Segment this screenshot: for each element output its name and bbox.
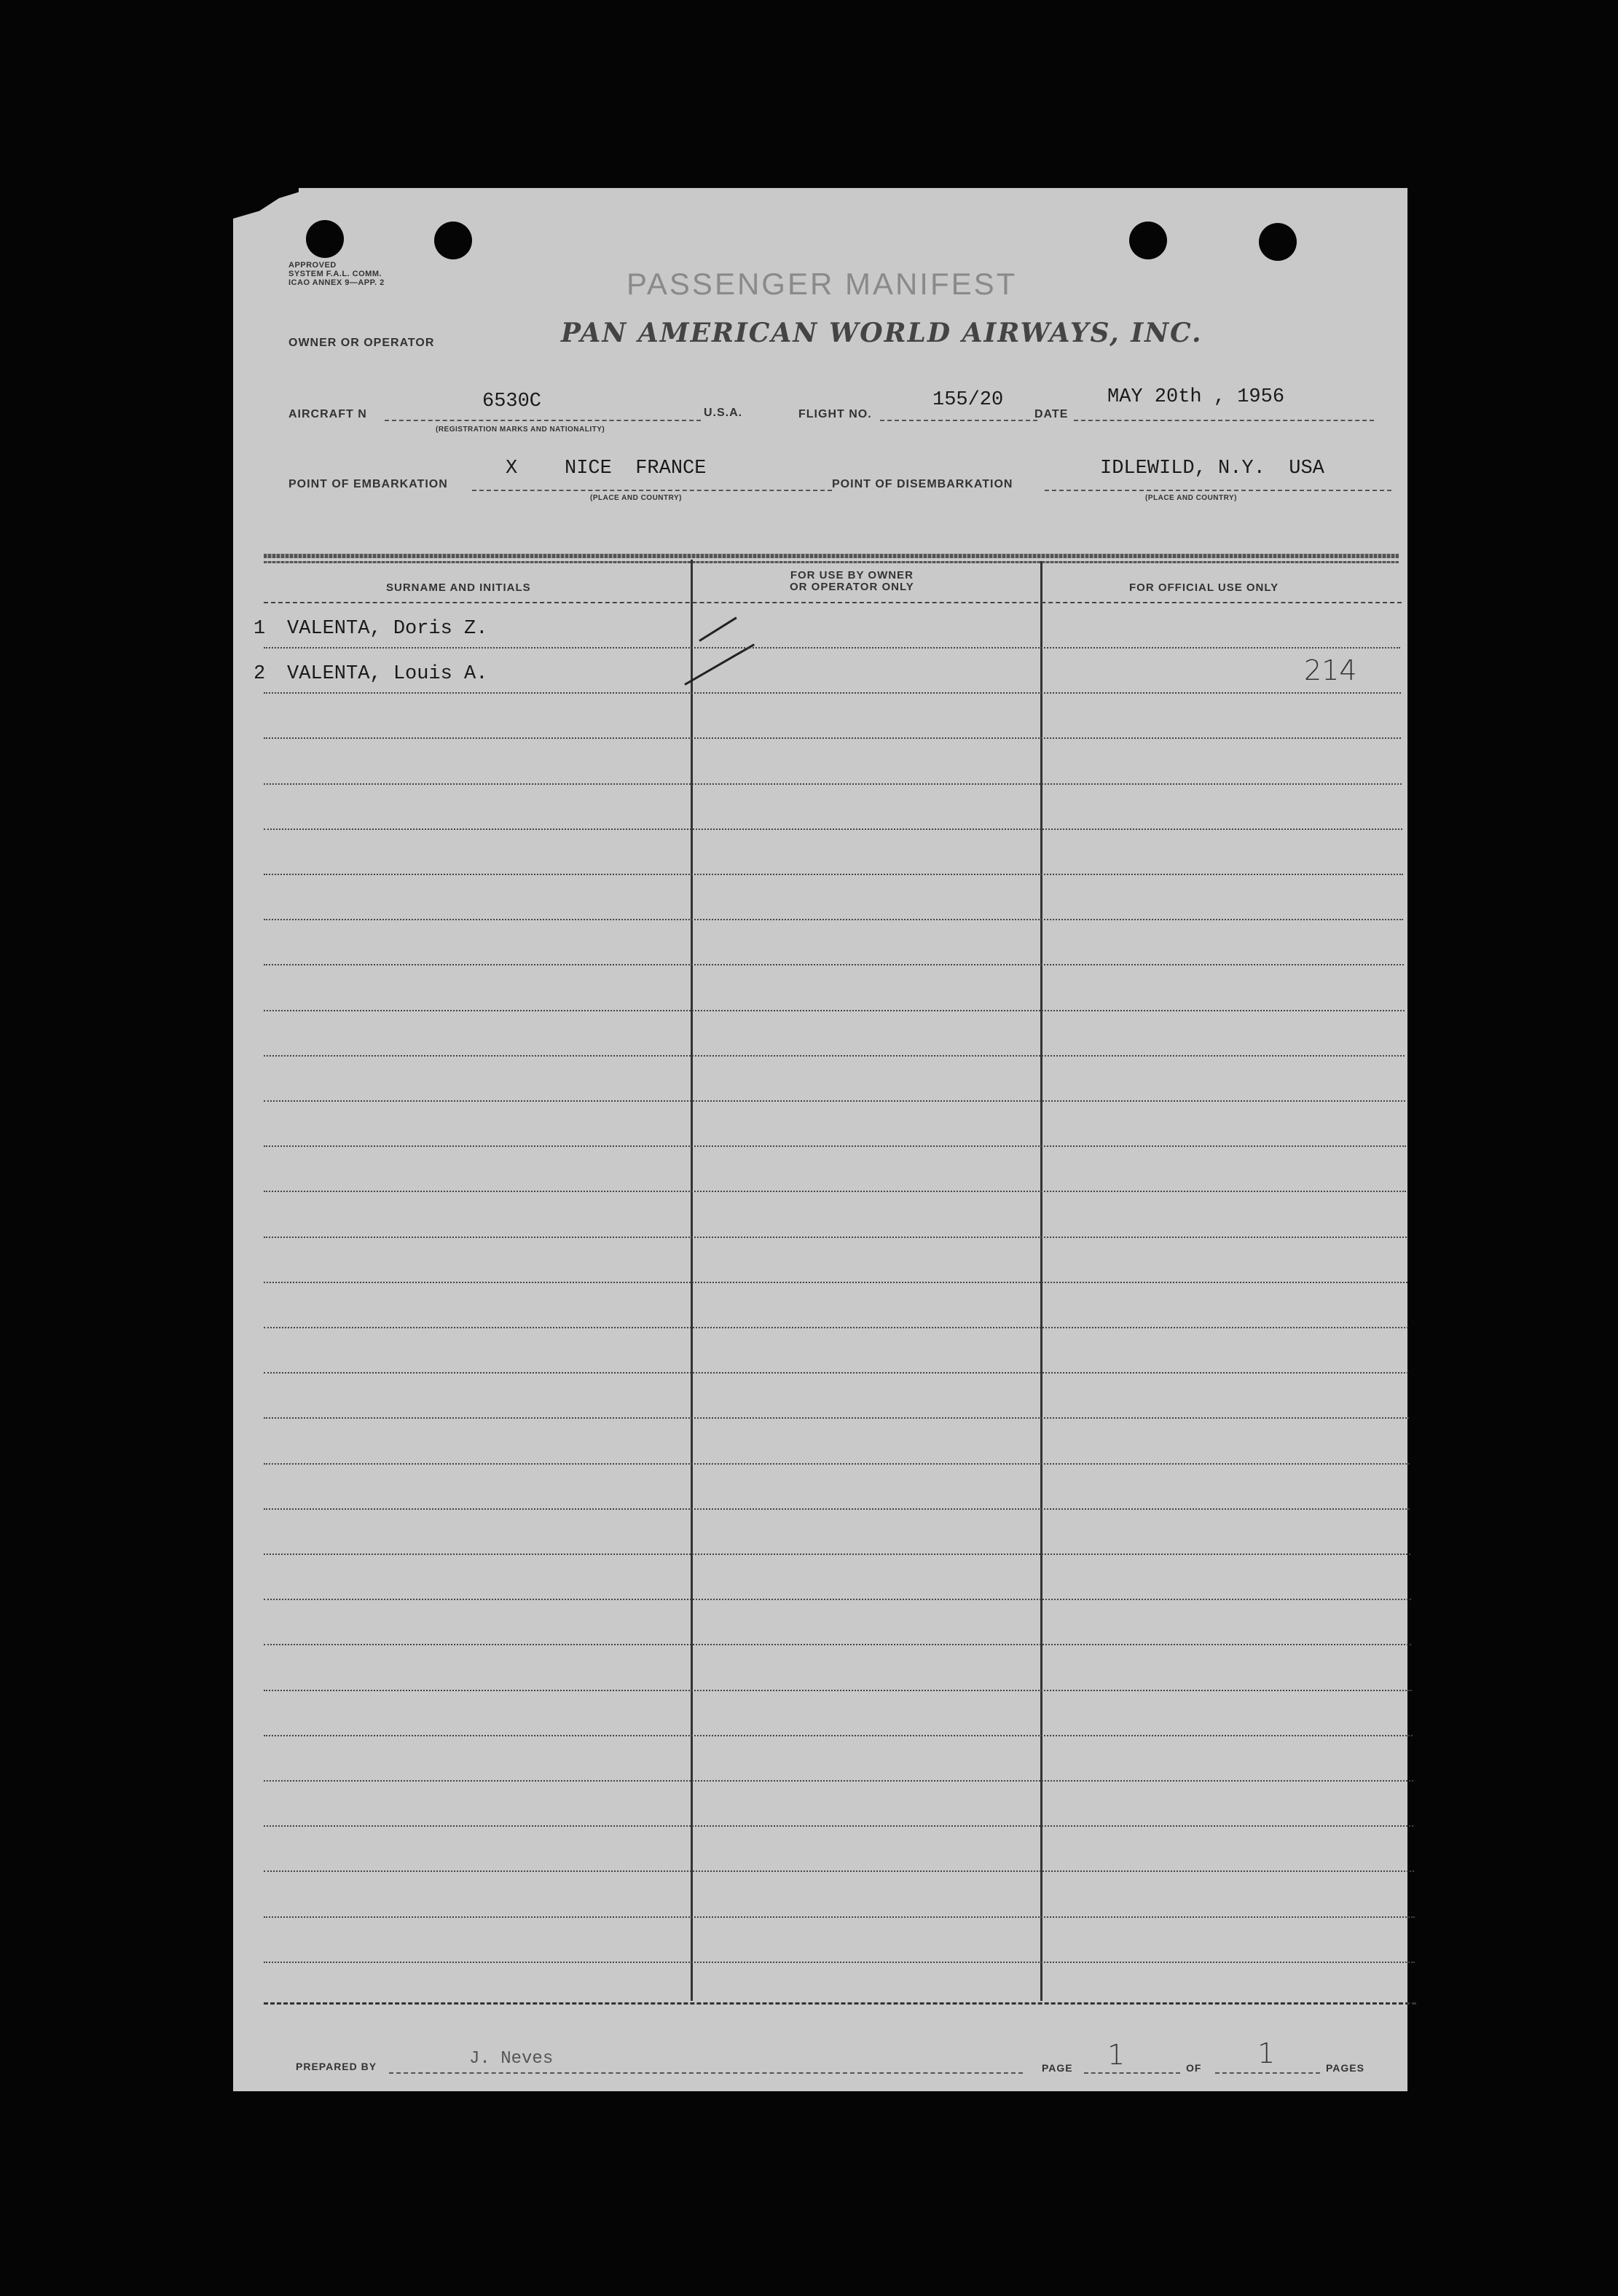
table-top-rule bbox=[264, 554, 1399, 558]
row-line bbox=[264, 1191, 1406, 1192]
row-line bbox=[264, 1916, 1415, 1918]
col-owner-line: OR OPERATOR ONLY bbox=[790, 581, 914, 593]
embarkation-value: X NICE FRANCE bbox=[506, 458, 707, 479]
torn-corner bbox=[233, 188, 299, 239]
column-divider bbox=[691, 560, 693, 2001]
prepared-value: J. Neves bbox=[469, 2049, 554, 2069]
passenger-name: VALENTA, Doris Z. bbox=[287, 618, 488, 640]
form-title: PASSENGER MANIFEST bbox=[627, 267, 1018, 301]
row-line bbox=[264, 1508, 1410, 1510]
row-number: 2 bbox=[254, 663, 266, 685]
col-surname-header: SURNAME AND INITIALS bbox=[386, 581, 531, 594]
row-line bbox=[264, 692, 1401, 694]
table-bottom-rule bbox=[264, 2002, 1416, 2005]
prepared-label: PREPARED BY bbox=[296, 2061, 377, 2072]
row-line bbox=[264, 1690, 1412, 1691]
row-line bbox=[264, 1145, 1406, 1147]
row-line bbox=[264, 1327, 1408, 1328]
place-country-note: (PLACE AND COUNTRY) bbox=[1145, 494, 1237, 502]
of-label: OF bbox=[1186, 2062, 1202, 2074]
underline bbox=[1045, 490, 1391, 491]
row-line bbox=[264, 737, 1401, 739]
row-line bbox=[264, 874, 1403, 875]
underline bbox=[1215, 2072, 1320, 2074]
row-line bbox=[264, 1282, 1407, 1283]
underline bbox=[472, 490, 832, 491]
date-label: DATE bbox=[1034, 408, 1069, 420]
approval-line: APPROVED bbox=[288, 261, 337, 270]
embarkation-label: POINT OF EMBARKATION bbox=[288, 478, 448, 490]
row-line bbox=[264, 1553, 1410, 1555]
row-line bbox=[264, 783, 1402, 785]
approval-line: ICAO ANNEX 9—APP. 2 bbox=[288, 278, 385, 287]
col-owner-line: FOR USE BY OWNER bbox=[790, 569, 914, 581]
punch-hole bbox=[434, 222, 472, 259]
col-official-header: FOR OFFICIAL USE ONLY bbox=[1129, 581, 1279, 594]
approval-line: SYSTEM F.A.L. COMM. bbox=[288, 270, 382, 278]
row-line bbox=[264, 1010, 1405, 1011]
row-number: 1 bbox=[254, 618, 266, 640]
punch-hole bbox=[1259, 223, 1297, 261]
row-line bbox=[264, 1372, 1408, 1374]
passenger-name: VALENTA, Louis A. bbox=[287, 663, 488, 685]
row-line bbox=[264, 1644, 1411, 1645]
row-line bbox=[264, 828, 1402, 830]
row-line bbox=[264, 1417, 1409, 1419]
owner-stamp: PAN AMERICAN WORLD AIRWAYS, INC. bbox=[561, 318, 1203, 348]
approval-note bbox=[288, 261, 385, 287]
underline bbox=[389, 2072, 1023, 2074]
header-rule bbox=[264, 602, 1402, 603]
manifest-page bbox=[233, 188, 1407, 2091]
row-line bbox=[264, 1825, 1413, 1827]
aircraft-label: AIRCRAFT N bbox=[288, 408, 367, 420]
row-line bbox=[264, 964, 1404, 965]
check-mark bbox=[684, 643, 755, 686]
pages-label: PAGES bbox=[1326, 2062, 1364, 2074]
check-mark bbox=[699, 616, 737, 641]
column-divider bbox=[1040, 561, 1042, 2001]
date-value: MAY 20th , 1956 bbox=[1107, 386, 1285, 408]
row-line bbox=[264, 1463, 1410, 1465]
underline bbox=[385, 420, 701, 421]
punch-hole bbox=[1129, 222, 1167, 259]
disembarkation-value: IDLEWILD, N.Y. USA bbox=[1100, 458, 1324, 479]
registration-note: (REGISTRATION MARKS AND NATIONALITY) bbox=[436, 426, 605, 434]
aircraft-value: 6530C bbox=[482, 391, 542, 412]
disembarkation-label: POINT OF DISEMBARKATION bbox=[832, 478, 1013, 490]
row-line bbox=[264, 1735, 1413, 1736]
underline bbox=[1074, 420, 1374, 421]
row-line bbox=[264, 1780, 1413, 1782]
row-line bbox=[264, 1599, 1411, 1600]
page-label: PAGE bbox=[1042, 2062, 1073, 2074]
place-country-note: (PLACE AND COUNTRY) bbox=[590, 494, 682, 502]
row-line bbox=[264, 1962, 1415, 1963]
official-entry: 214 bbox=[1304, 654, 1357, 686]
row-line bbox=[264, 1237, 1407, 1238]
row-line bbox=[264, 1100, 1405, 1102]
flight-label: FLIGHT NO. bbox=[798, 408, 872, 420]
of-value: 1 bbox=[1257, 2037, 1276, 2069]
underline bbox=[880, 420, 1037, 421]
col-owner-header bbox=[790, 570, 914, 593]
table-top-rule bbox=[264, 561, 1399, 563]
owner-label: OWNER OR OPERATOR bbox=[288, 337, 435, 349]
row-line bbox=[264, 919, 1403, 920]
usa-label: U.S.A. bbox=[704, 407, 743, 419]
row-line bbox=[264, 1055, 1405, 1057]
flight-value: 155/20 bbox=[932, 389, 1004, 411]
underline bbox=[1084, 2072, 1180, 2074]
punch-hole bbox=[306, 220, 344, 258]
row-line bbox=[264, 1870, 1414, 1872]
page-value: 1 bbox=[1107, 2039, 1126, 2071]
row-line bbox=[264, 647, 1400, 649]
